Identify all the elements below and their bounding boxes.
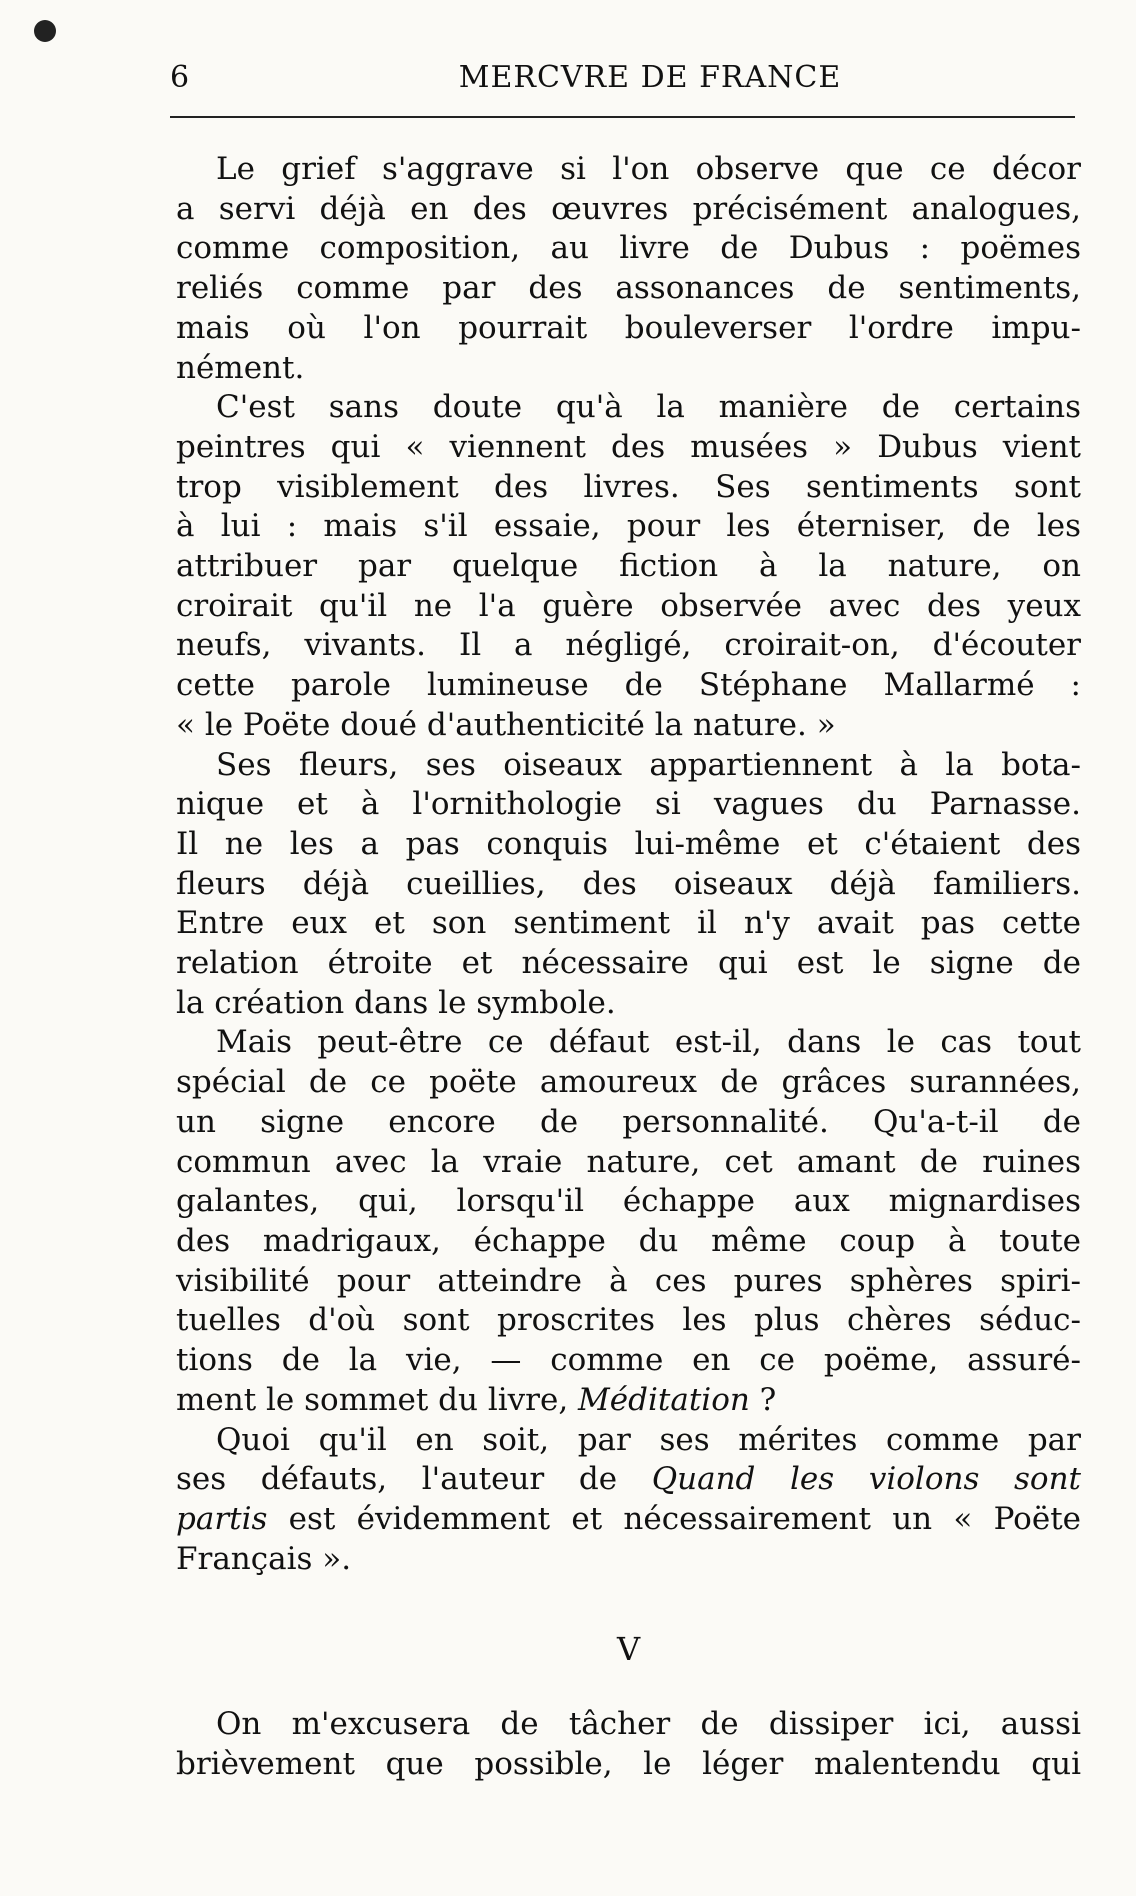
running-header xyxy=(170,58,1075,110)
text-line: tuelles d'où sont proscrites les plus chères séduc- xyxy=(176,1302,1081,1339)
running-title: MERCVRE DE FRANCE xyxy=(458,60,842,95)
text-line: visibilité pour atteindre à ces pures sphères spiri- xyxy=(176,1262,1081,1299)
text-line: des madrigaux, échappe du même coup à toute xyxy=(176,1222,1081,1259)
text-line: Quoi qu'il en soit, par ses mérites comme par xyxy=(216,1421,1081,1458)
text-line: attribuer par quelque fiction à la nature, on xyxy=(176,548,1081,585)
article-body xyxy=(176,150,1081,1785)
text-line: a servi déjà en des œuvres précisément analogues, xyxy=(176,190,1081,227)
text-line: Mais peut-être ce défaut est-il, dans le cas tout xyxy=(216,1024,1081,1061)
paragraph xyxy=(176,1705,1081,1784)
text-line: peintres qui « viennent des musées » Dubus vient xyxy=(176,428,1081,465)
text-line: un signe encore de personnalité. Qu'a-t-il de xyxy=(176,1103,1081,1140)
text-line: Entre eux et son sentiment il n'y avait pas cette xyxy=(176,905,1081,942)
text-line: C'est sans doute qu'à la manière de certains xyxy=(216,389,1081,426)
text-line: comme composition, au livre de Dubus : poëmes xyxy=(176,230,1081,267)
text-line: nique et à l'ornithologie si vagues du Parnasse. xyxy=(176,786,1081,823)
text-line: fleurs déjà cueillies, des oiseaux déjà familiers. xyxy=(176,865,1081,902)
text-line: cette parole lumineuse de Stéphane Mallarmé : xyxy=(176,667,1081,704)
text-line: trop visiblement des livres. Ses sentiments sont xyxy=(176,468,1081,505)
paragraph xyxy=(176,388,1081,745)
text-line: relation étroite et nécessaire qui est le signe de xyxy=(176,945,1081,982)
text-line: On m'excusera de tâcher de dissiper ici, aussi xyxy=(216,1706,1081,1743)
text-line: « le Poëte doué d'authenticité la nature. » xyxy=(176,706,836,743)
text-line: mais où l'on pourrait bouleverser l'ordre impu- xyxy=(176,309,1081,346)
italic-title: partis xyxy=(176,1500,268,1537)
text-line: brièvement que possible, le léger malentendu qui xyxy=(176,1746,1081,1783)
text-line: tions de la vie, — comme en ce poëme, assuré- xyxy=(176,1342,1081,1379)
text-line: spécial de ce poëte amoureux de grâces surannées, xyxy=(176,1064,1081,1101)
paragraph xyxy=(176,1023,1081,1420)
paragraph xyxy=(176,150,1081,388)
text-line: reliés comme par des assonances de sentiments, xyxy=(176,270,1081,307)
text-line: ses défauts, l'auteur de Quand les violons sont xyxy=(176,1461,1081,1498)
paragraph xyxy=(176,1421,1081,1580)
section-heading: V xyxy=(616,1630,641,1669)
italic-title: Quand les violons sont xyxy=(651,1461,1081,1498)
header-rule xyxy=(170,116,1075,118)
text-line: ment le sommet du livre, Méditation ? xyxy=(176,1381,777,1418)
text-line: Français ». xyxy=(176,1540,352,1577)
italic-title: Méditation xyxy=(578,1381,750,1418)
text-line: Il ne les a pas conquis lui-même et c'étaient des xyxy=(176,825,1081,862)
text-line: commun avec la vraie nature, cet amant de ruines xyxy=(176,1143,1081,1180)
text-line: Ses fleurs, ses oiseaux appartiennent à la bota- xyxy=(216,746,1081,783)
text-line: galantes, qui, lorsqu'il échappe aux mignardises xyxy=(176,1183,1081,1220)
text-line: croirait qu'il ne l'a guère observée avec des yeux xyxy=(176,587,1081,624)
text-line: à lui : mais s'il essaie, pour les éterniser, de les xyxy=(176,508,1081,545)
text-line: partis est évidemment et nécessairement un « Poëte xyxy=(176,1500,1081,1537)
paragraph xyxy=(176,746,1081,1024)
page-number: 6 xyxy=(170,60,190,95)
text-line: la création dans le symbole. xyxy=(176,984,616,1021)
ink-blot xyxy=(34,20,56,42)
text-line: Le grief s'aggrave si l'on observe que ce décor xyxy=(216,151,1081,187)
text-line: neufs, vivants. Il a négligé, croirait-on, d'écouter xyxy=(176,627,1081,664)
text-line: nément. xyxy=(176,349,305,386)
